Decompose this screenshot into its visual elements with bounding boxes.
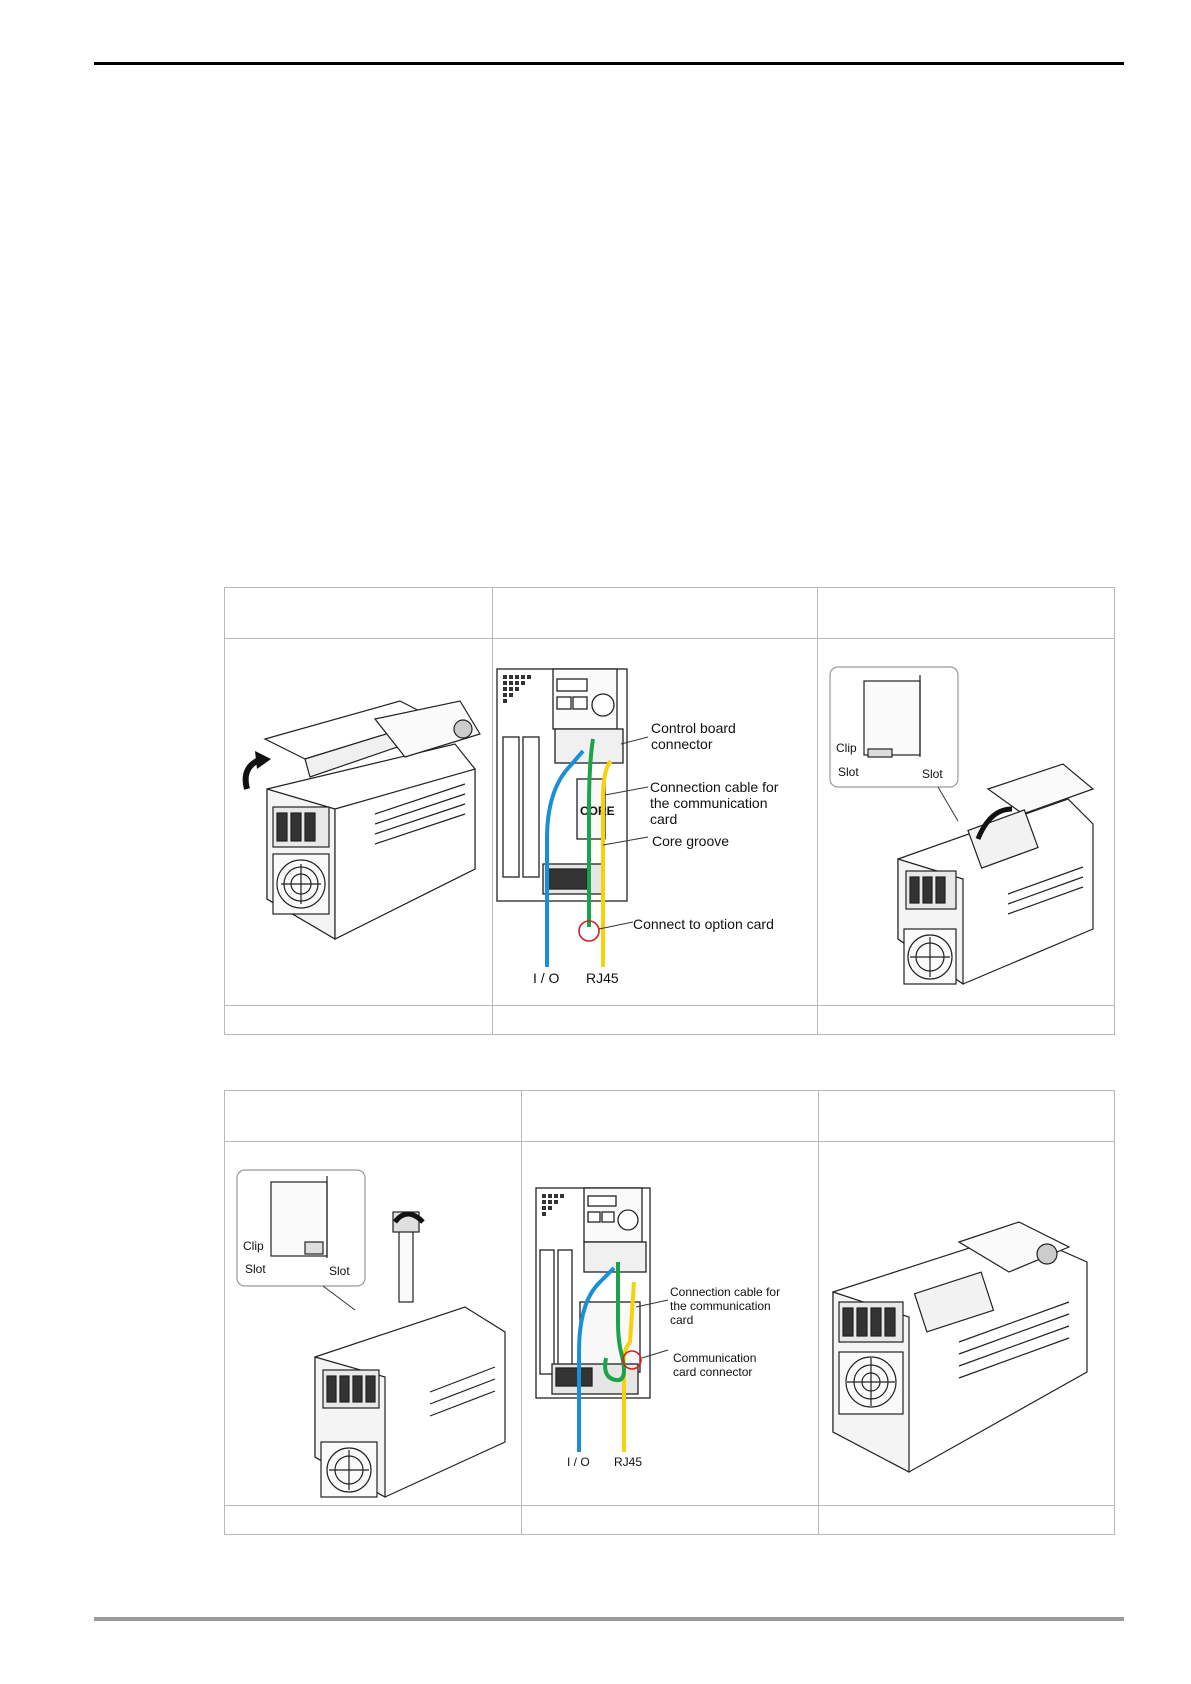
connection-cable-label-line2: the communication (670, 1299, 771, 1313)
header-cell-3 (819, 1091, 1115, 1142)
rj45-label: RJ45 (614, 1455, 643, 1469)
io-label: I / O (533, 970, 560, 986)
fasten-card-illustration (225, 1142, 522, 1505)
table-footer-row (225, 1006, 1115, 1035)
inset-pointer (938, 787, 958, 821)
comm-card-connector-label-line1: Communication (673, 1351, 757, 1365)
footer-cell-3 (818, 1006, 1115, 1035)
control-board-connector-label-line2: connector (651, 736, 713, 752)
footer-rule (94, 1617, 1124, 1621)
header-cell-1 (225, 588, 493, 639)
step-5-figure-cell (522, 1142, 819, 1506)
clip-label: Clip (836, 741, 857, 755)
core-groove-label: Core groove (652, 833, 730, 849)
slot-left-label: Slot (245, 1262, 266, 1276)
footer-cell-2 (493, 1006, 818, 1035)
inset-pointer (323, 1286, 355, 1310)
header-cell-2 (522, 1091, 819, 1142)
header-cell-1 (225, 1091, 522, 1142)
wiring-diagram-2 (522, 1142, 819, 1505)
comm-card-connector-label-line2: card connector (673, 1365, 753, 1379)
connection-cable-label-line2: the communication (650, 795, 768, 811)
step-2-figure-cell (493, 639, 818, 1006)
step-1-figure-cell (225, 639, 493, 1006)
install-card-illustration-1 (818, 639, 1115, 1005)
slot-right-label: Slot (922, 767, 943, 781)
table-image-row (225, 1142, 1115, 1506)
slot-right-label: Slot (329, 1264, 350, 1278)
installation-steps-table-2 (224, 1090, 1115, 1535)
connection-cable-label-line1: Connection cable for (650, 779, 779, 795)
slot-left-label: Slot (838, 765, 859, 779)
header-cell-2 (493, 588, 818, 639)
clip-label: Clip (243, 1239, 264, 1253)
core-mark: CORE (580, 804, 615, 818)
rj45-label: RJ45 (586, 970, 619, 986)
connect-option-card-label: Connect to option card (633, 916, 774, 932)
connection-cable-label-line3: card (650, 811, 678, 827)
header-rule (94, 62, 1124, 65)
footer-cell-2 (522, 1506, 819, 1535)
table-footer-row (225, 1506, 1115, 1535)
footer-cell-1 (225, 1006, 493, 1035)
step-6-figure-cell (819, 1142, 1115, 1506)
reassembled-drive-illustration (819, 1142, 1115, 1505)
control-board-connector-label-line1: Control board (651, 720, 736, 736)
connection-cable-label-line1: Connection cable for (670, 1285, 781, 1299)
remove-cover-illustration (225, 639, 493, 1005)
footer-cell-3 (819, 1506, 1115, 1535)
installation-steps-table-1 (224, 587, 1115, 1035)
connection-cable-label-line3: card (670, 1313, 694, 1327)
header-cell-3 (818, 588, 1115, 639)
io-label: I / O (567, 1455, 590, 1469)
step-4-figure-cell (225, 1142, 522, 1506)
table-header-row (225, 588, 1115, 639)
step-3-figure-cell (818, 639, 1115, 1006)
table-image-row (225, 639, 1115, 1006)
wiring-diagram-1 (493, 639, 818, 1005)
footer-cell-1 (225, 1506, 522, 1535)
table-header-row (225, 1091, 1115, 1142)
